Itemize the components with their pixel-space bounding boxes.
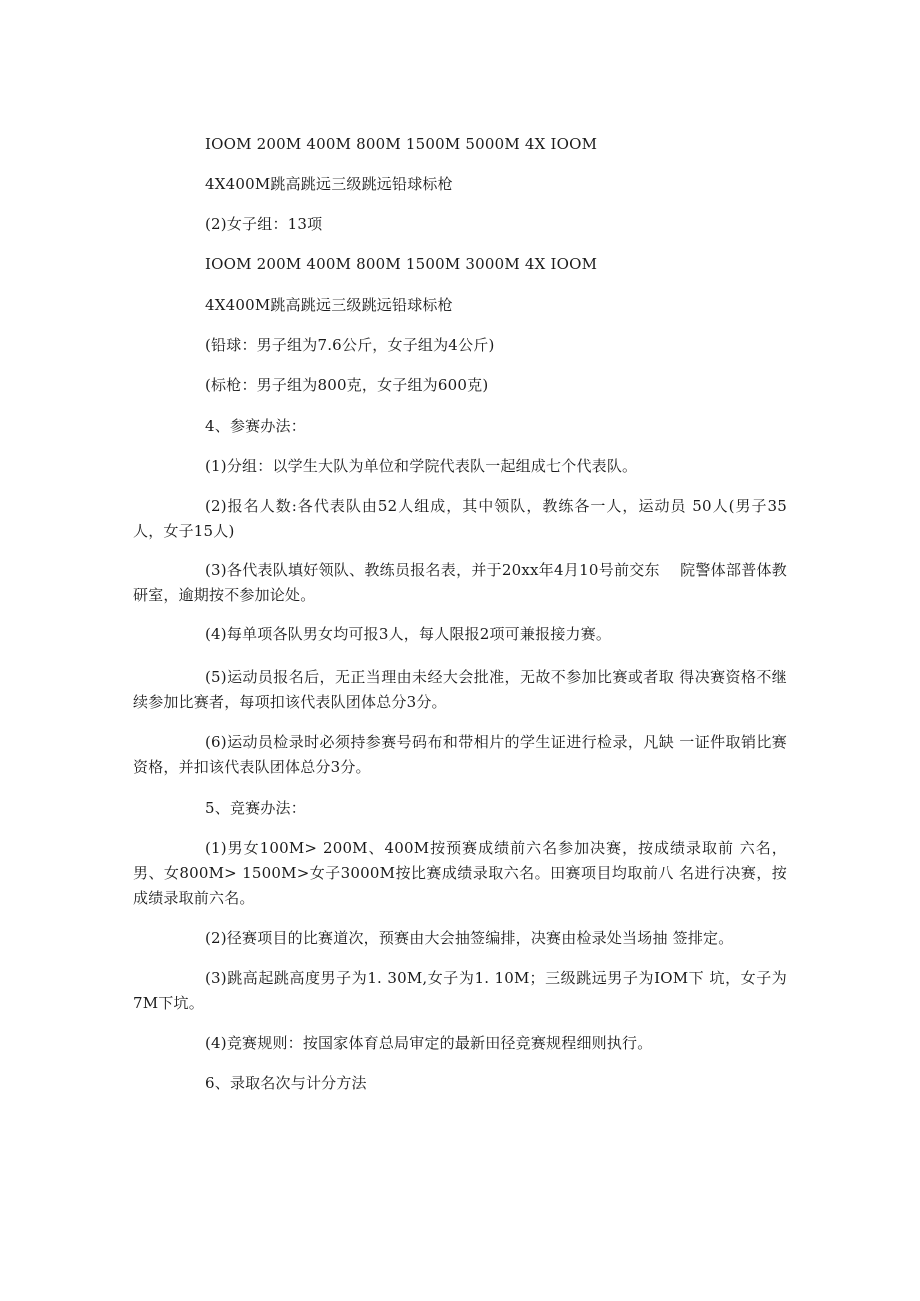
competition-item-2: (2)径赛项目的比赛道次，预赛由大会抽签编排，决赛由检录处当场抽 签排定。: [205, 929, 734, 947]
women-events-line-2: 4X400M跳高跳远三级跳远铅球标枪: [205, 296, 453, 314]
participation-item-3: (3)各代表队填好领队、教练员报名表，并于20xx年4月10号前交东 院警体部普体教研室，逾期按不参加论处。: [133, 561, 787, 604]
competition-item-1: (1)男女100M> 200M、400M按预赛成绩前六名参加决赛，按成绩录取前 六名，男、女800M> 1500M>女子3000M按比赛成绩录取六名。田赛项目均取前八 名进行决赛，按成绩录取前六名。: [133, 839, 787, 907]
shot-put-weight-note: (铅球：男子组为7.6公斤，女子组为4公斤): [205, 336, 495, 354]
men-events-line-1: IOOM 200M 400M 800M 1500M 5000M 4X IOOM: [205, 135, 598, 153]
section-5-heading: 5、竞赛办法：: [205, 799, 306, 817]
women-events-line-1: IOOM 200M 400M 800M 1500M 3000M 4X IOOM: [205, 255, 598, 273]
participation-item-6: (6)运动员检录时必须持参赛号码布和带相片的学生证进行检录，凡缺 一证件取销比赛资格，并扣该代表队团体总分3分。: [133, 733, 787, 776]
participation-item-1: (1)分组：以学生大队为单位和学院代表队一起组成七个代表队。: [205, 457, 638, 475]
javelin-weight-note: (标枪：男子组为800克，女子组为600克): [205, 376, 489, 394]
men-events-line-2: 4X400M跳高跳远三级跳远铅球标枪: [205, 175, 453, 193]
participation-item-4: (4)每单项各队男女均可报3人，每人限报2项可兼报接力赛。: [205, 625, 612, 643]
competition-item-3: (3)跳高起跳高度男子为1. 30M,女子为1. 10M；三级跳远男子为IOM下 坑，女子为7M下坑。: [133, 969, 787, 1012]
competition-item-4: (4)竞赛规则：按国家体育总局审定的最新田径竞赛规程细则执行。: [205, 1034, 653, 1052]
participation-item-2: (2)报名人数:各代表队由52人组成，其中领队，教练各一人，运动员 50人(男子35人，女子15人): [133, 497, 787, 540]
participation-item-5: (5)运动员报名后，无正当理由未经大会批准，无故不参加比赛或者取 得决赛资格不继续参加比赛者，每项扣该代表队团体总分3分。: [133, 668, 787, 711]
section-4-heading: 4、参赛办法：: [205, 417, 306, 435]
section-6-heading: 6、录取名次与计分方法: [205, 1074, 367, 1092]
women-group-heading: (2)女子组：13项: [205, 215, 323, 233]
